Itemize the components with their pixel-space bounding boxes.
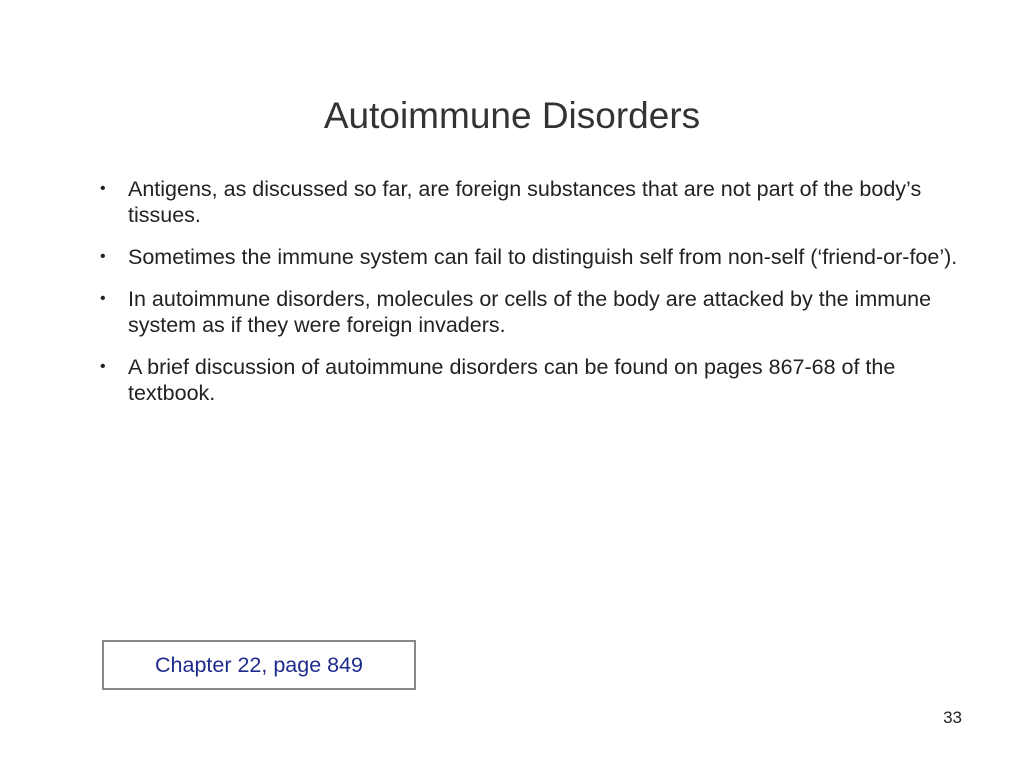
bullet-text: Antigens, as discussed so far, are foreign substances that are not part of the body’s tissues. xyxy=(128,177,922,227)
reference-text: Chapter 22, page 849 xyxy=(155,652,363,677)
bullet-list xyxy=(98,176,968,422)
bullet-icon: • xyxy=(100,290,106,307)
bullet-item xyxy=(98,286,968,338)
page-number: 33 xyxy=(943,708,962,727)
bullet-item xyxy=(98,354,968,406)
bullet-text: In autoimmune disorders, molecules or cells of the body are attacked by the immune system as if they were foreign invaders. xyxy=(128,287,932,337)
slide-title: Autoimmune Disorders xyxy=(323,95,701,136)
bullet-text: A brief discussion of autoimmune disorders can be found on pages 867-68 of the textbook. xyxy=(128,355,896,405)
bullet-icon: • xyxy=(100,358,106,375)
bullet-item xyxy=(98,176,968,228)
bullet-text: Sometimes the immune system can fail to distinguish self from non-self (‘friend-or-foe’). xyxy=(128,245,958,269)
bullet-icon: • xyxy=(100,248,106,265)
bullet-icon: • xyxy=(100,180,106,197)
reference-box xyxy=(102,640,416,690)
bullet-item xyxy=(98,244,968,270)
